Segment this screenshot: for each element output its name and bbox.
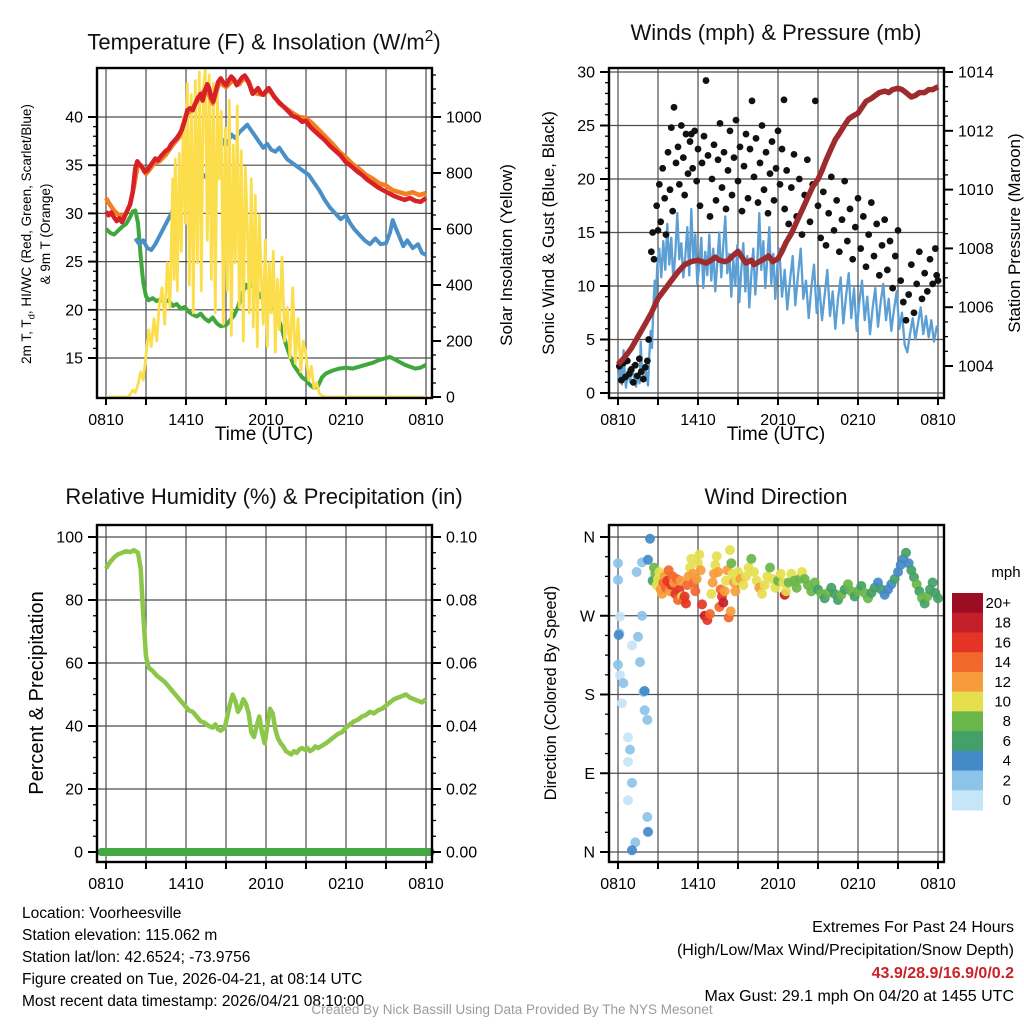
wind-direction-plot — [580, 525, 956, 893]
svg-text:0.04: 0.04 — [446, 718, 478, 736]
svg-text:0810: 0810 — [600, 412, 636, 429]
svg-text:2010: 2010 — [248, 876, 284, 893]
svg-text:N: N — [583, 844, 595, 862]
extremes-subheader: (High/Low/Max Wind/Precipitation/Snow Depth) — [676, 942, 1014, 959]
svg-text:20: 20 — [577, 171, 595, 189]
temperature-title-close: ) — [433, 29, 441, 55]
svg-text:1010: 1010 — [958, 182, 994, 200]
svg-text:20: 20 — [65, 781, 83, 799]
temp-left-label-post: , HI/WC (Red, Green, Scarlet/Blue) — [19, 104, 34, 315]
svg-text:0.02: 0.02 — [446, 781, 478, 799]
svg-text:400: 400 — [446, 277, 473, 295]
svg-text:0: 0 — [1002, 792, 1011, 810]
svg-text:0810: 0810 — [920, 412, 956, 429]
svg-text:1014: 1014 — [958, 64, 994, 82]
svg-text:0810: 0810 — [408, 876, 444, 893]
elevation-line: Station elevation: 115.062 m — [22, 927, 218, 944]
svg-text:0: 0 — [74, 844, 83, 862]
svg-text:2010: 2010 — [248, 412, 284, 429]
svg-text:S: S — [584, 687, 595, 704]
svg-text:0.06: 0.06 — [446, 655, 478, 673]
svg-text:35: 35 — [65, 157, 83, 175]
svg-text:0810: 0810 — [600, 876, 636, 893]
svg-text:0210: 0210 — [840, 412, 876, 429]
svg-text:0210: 0210 — [840, 876, 876, 893]
svg-text:N: N — [583, 529, 595, 547]
svg-text:1004: 1004 — [958, 358, 994, 376]
temperature-title-sup: 2 — [424, 28, 434, 45]
svg-text:1000: 1000 — [446, 109, 482, 127]
svg-text:8: 8 — [1002, 713, 1011, 731]
svg-text:2010: 2010 — [760, 876, 796, 893]
svg-text:0.00: 0.00 — [446, 844, 478, 862]
svg-text:15: 15 — [65, 350, 83, 368]
credit-line: Created By Nick Bassill Using Data Provided By The NYS Mesonet — [311, 1002, 713, 1017]
svg-text:100: 100 — [56, 529, 83, 547]
svg-text:2: 2 — [1002, 772, 1011, 790]
svg-text:1012: 1012 — [958, 123, 994, 141]
temp-left-label-pre: 2m T, T — [19, 319, 34, 364]
svg-text:1410: 1410 — [168, 876, 204, 893]
svg-text:0210: 0210 — [328, 876, 364, 893]
svg-text:2010: 2010 — [760, 412, 796, 429]
svg-text:25: 25 — [577, 118, 595, 135]
svg-text:15: 15 — [577, 225, 595, 242]
svg-text:80: 80 — [65, 592, 83, 610]
winds-chart-title: Winds (mph) & Pressure (mb) — [630, 20, 922, 45]
svg-text:4: 4 — [1002, 752, 1011, 770]
svg-text:10: 10 — [994, 693, 1011, 711]
time-axis-label-right: Time (UTC) — [726, 424, 826, 445]
temp-left-label-sub: d — [26, 314, 38, 320]
max-gust-line: Max Gust: 29.1 mph On 04/20 at 1455 UTC — [704, 988, 1014, 1005]
svg-text:12: 12 — [994, 673, 1011, 691]
svg-text:0: 0 — [586, 385, 595, 403]
svg-text:1410: 1410 — [680, 876, 716, 893]
timestamp-line: Most recent data timestamp: 2026/04/21 08:10:00 — [22, 993, 365, 1010]
pressure-right-axis-label: Station Pressure (Maroon) — [1005, 133, 1024, 333]
time-axis-label-left: Time (UTC) — [214, 424, 314, 445]
svg-text:1410: 1410 — [168, 412, 204, 429]
svg-text:E: E — [584, 765, 595, 783]
latlon-line: Station lat/lon: 42.6524; -73.9756 — [22, 949, 251, 966]
svg-text:0810: 0810 — [88, 876, 124, 893]
svg-text:60: 60 — [65, 655, 83, 673]
svg-text:25: 25 — [65, 254, 83, 272]
wind-speed-legend — [952, 593, 1011, 811]
svg-text:200: 200 — [446, 333, 473, 351]
svg-text:20+: 20+ — [985, 594, 1011, 612]
svg-text:0.08: 0.08 — [446, 592, 478, 610]
svg-text:20: 20 — [65, 302, 83, 320]
insolation-right-axis-label: Solar Insolation (Yellow) — [497, 164, 516, 346]
direction-left-axis-label: Direction (Colored By Speed) — [542, 585, 560, 801]
wind-direction-chart-title: Wind Direction — [704, 484, 848, 509]
svg-text:0: 0 — [446, 389, 455, 407]
svg-text:W: W — [579, 608, 595, 626]
svg-text:10: 10 — [577, 278, 595, 296]
temperature-chart-title — [0, 28, 528, 55]
extremes-info — [380, 916, 1014, 1008]
humidity-chart-title: Relative Humidity (%) & Precipitation (in) — [65, 484, 463, 509]
location-line: Location: Voorheesville — [22, 905, 182, 922]
svg-text:40: 40 — [65, 718, 83, 736]
svg-text:6: 6 — [1002, 732, 1011, 750]
svg-text:30: 30 — [65, 205, 83, 223]
extremes-header: Extremes For Past 24 Hours — [812, 919, 1014, 936]
created-line: Figure created on Tue, 2026-04-21, at 08:14 UTC — [22, 971, 363, 988]
svg-text:0810: 0810 — [408, 412, 444, 429]
svg-text:1008: 1008 — [958, 240, 994, 258]
humidity-left-axis-label: Percent & Precipitation — [26, 591, 48, 795]
svg-text:5: 5 — [586, 332, 595, 349]
humidity-precip-plot — [56, 525, 477, 893]
winds-pressure-plot — [577, 65, 993, 430]
svg-text:1006: 1006 — [958, 299, 994, 317]
temperature-left-axis-label — [19, 59, 55, 409]
extremes-values: 43.9/28.9/16.9/0/0.2 — [871, 965, 1014, 982]
svg-text:0810: 0810 — [88, 412, 124, 429]
svg-text:0.10: 0.10 — [446, 529, 478, 547]
svg-text:40: 40 — [65, 109, 83, 127]
winds-left-axis-label: Sonic Wind & Gust (Blue, Black) — [539, 111, 558, 355]
temperature-title-text: Temperature (F) & Insolation (W/m — [87, 29, 425, 55]
temperature-insolation-plot — [65, 68, 481, 429]
svg-text:800: 800 — [446, 165, 473, 183]
temp-left-label-line2: & 9m T (Orange) — [38, 183, 54, 285]
station-info — [22, 903, 364, 1013]
svg-text:1410: 1410 — [680, 412, 716, 429]
svg-text:0210: 0210 — [328, 412, 364, 429]
svg-text:16: 16 — [994, 634, 1011, 652]
svg-text:18: 18 — [994, 614, 1011, 632]
svg-text:14: 14 — [994, 654, 1011, 672]
svg-text:600: 600 — [446, 221, 473, 239]
svg-text:0810: 0810 — [920, 876, 956, 893]
svg-text:30: 30 — [577, 64, 595, 82]
legend-title-mph: mph — [991, 564, 1021, 581]
